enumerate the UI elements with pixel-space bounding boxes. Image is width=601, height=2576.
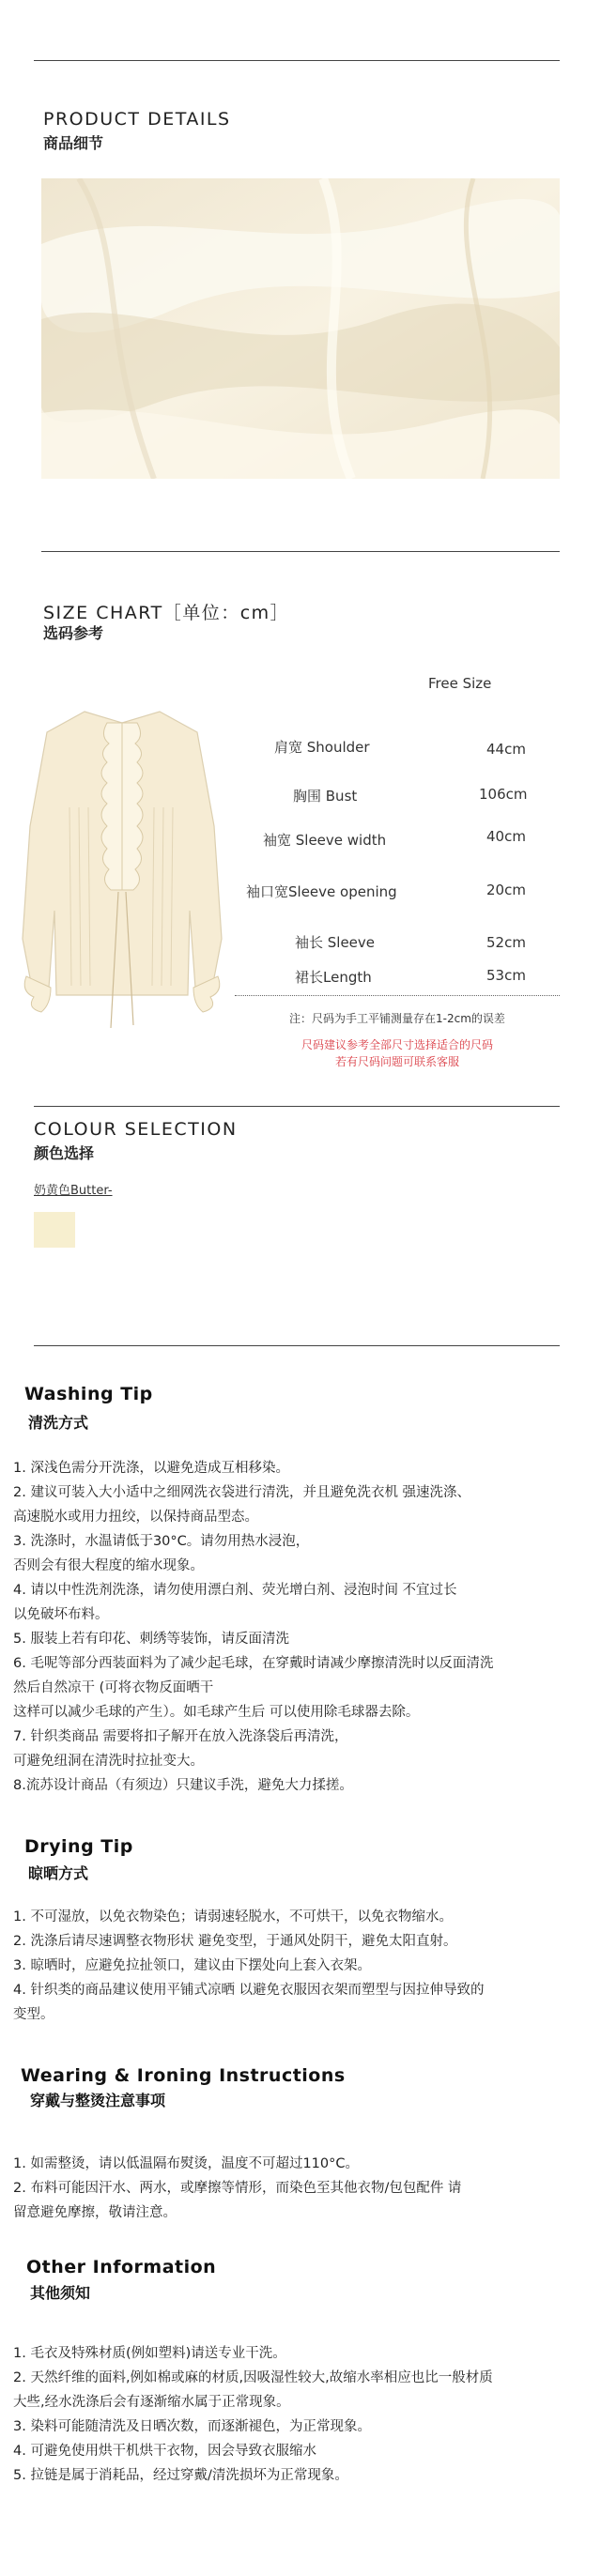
size-measure-note: 注：尺码为手工平铺测量存在1-2cm的误差 (289, 1012, 505, 1025)
size-row-label-bust: 胸围 Bust (293, 788, 358, 805)
size-row-value-sleeve-width: 40cm (486, 828, 526, 845)
size-row-value-shoulder: 44cm (486, 741, 526, 758)
size-chart-subtitle: 选码参考 (43, 624, 104, 642)
divider-colour (34, 1106, 560, 1107)
drying-line: 4. 针织类的商品建议使用平铺式凉晒 以避免衣服因衣架而塑型与因拉伸导致的 (13, 1983, 485, 1998)
washing-line: 7. 针织类商品 需要将扣子解开在放入洗涤袋后再清洗， (13, 1729, 348, 1744)
washing-line: 这样可以减少毛球的产生）。如毛球产生后 可以使用除毛球器去除。 (13, 1705, 420, 1720)
drying-line: 1. 不可湿放，以免衣物染色；请弱速轻脱水，不可烘干，以免衣物缩水。 (13, 1909, 453, 1924)
other-line: 5. 拉链是属于消耗品，经过穿戴/清洗损坏为正常现象。 (13, 2468, 348, 2483)
size-row-label-sleeve-opening: 袖口宽Sleeve opening (246, 883, 397, 900)
drying-line: 变型。 (13, 2007, 54, 2022)
washing-line: 否则会有很大程度的缩水现象。 (13, 1558, 204, 1573)
other-line: 3. 染料可能随清洗及日晒次数，而逐渐褪色，为正常现象。 (13, 2419, 371, 2434)
washing-line: 8.流苏设计商品（有须边）只建议手洗，避免大力揉搓。 (13, 1778, 353, 1793)
size-chart-title: SIZE CHART［单位：cm］ (43, 603, 290, 623)
divider-care (34, 1345, 560, 1346)
washing-line: 5. 服装上若有印花、刺绣等装饰，请反面清洗 (13, 1632, 289, 1647)
size-row-label-length: 裙长Length (295, 969, 372, 986)
column-header-free-size: Free Size (428, 675, 492, 692)
washing-line: 1. 深浅色需分开洗涤，以避免造成互相移染。 (13, 1461, 289, 1476)
drying-line: 2. 洗涤后请尽速调整衣物形状 避免变型，于通风处阴干，避免太阳直射。 (13, 1934, 457, 1949)
product-details-subtitle: 商品细节 (43, 134, 104, 152)
colour-selection-subtitle: 颜色选择 (34, 1144, 95, 1162)
washing-line: 4. 请以中性洗剂洗涤，请勿使用漂白剂、荧光增白剂、浸泡时间 不宜过长 (13, 1583, 457, 1598)
wearing-ironing-title: Wearing & Ironing Instructions (21, 2065, 346, 2086)
wearing-ironing-subtitle: 穿戴与整烫注意事项 (30, 2092, 166, 2109)
wearing-line: 留意避免摩擦，敬请注意。 (13, 2205, 177, 2220)
size-row-value-sleeve: 52cm (486, 934, 526, 951)
other-line: 2. 天然纤维的面料,例如棉或麻的材质,因吸湿性较大,故缩水率相应也比一般材质 (13, 2370, 493, 2385)
washing-tip-title: Washing Tip (24, 1384, 153, 1404)
other-line: 1. 毛衣及特殊材质(例如塑料)请送专业干洗。 (13, 2346, 286, 2361)
divider-top (34, 60, 560, 61)
drying-tip-title: Drying Tip (24, 1836, 133, 1857)
fabric-detail-photo (41, 178, 560, 479)
colour-selection-title: COLOUR SELECTION (34, 1119, 238, 1140)
washing-line: 3. 洗涤时，水温请低于30°C。请勿用热水浸泡， (13, 1534, 310, 1549)
other-line: 大些,经水洗涤后会有逐渐缩水属于正常现象。 (13, 2395, 290, 2410)
size-table-divider (235, 995, 560, 996)
washing-line: 以免破坏布料。 (13, 1607, 109, 1622)
drying-line: 3. 晾晒时，应避免拉扯领口，建议由下摆处向上套入衣架。 (13, 1958, 371, 1973)
size-advice-line-2: 若有尺码问题可联系客服 (334, 1055, 459, 1068)
size-row-label-sleeve-width: 袖宽 Sleeve width (263, 832, 387, 849)
washing-tip-subtitle: 清洗方式 (28, 1414, 89, 1432)
washing-line: 高速脱水或用力扭绞，以保持商品型态。 (13, 1510, 258, 1525)
size-row-label-shoulder: 肩宽 Shoulder (274, 739, 370, 756)
divider-size-chart (41, 551, 560, 552)
size-row-label-sleeve: 袖长 Sleeve (295, 934, 376, 951)
blouse-product-image (13, 695, 231, 1042)
washing-line: 2. 建议可装入大小适中之细网洗衣袋进行清洗，并且避免洗衣机 强速洗涤、 (13, 1485, 471, 1500)
size-row-value-length: 53cm (486, 967, 526, 984)
drying-tip-subtitle: 晾晒方式 (28, 1864, 89, 1882)
size-advice-line-1: 尺码建议参考全部尺寸选择适合的尺码 (300, 1038, 493, 1051)
size-row-value-sleeve-opening: 20cm (486, 882, 526, 898)
washing-line: 6. 毛呢等部分西装面料为了减少起毛球，在穿戴时请减少摩擦清洗时以反面清洗 (13, 1656, 494, 1671)
washing-line: 可避免纽洞在清洗时拉扯变大。 (13, 1754, 204, 1769)
colour-swatch-butter[interactable] (34, 1212, 75, 1248)
other-line: 4. 可避免使用烘干机烘干衣物，因会导致衣服缩水 (13, 2444, 316, 2459)
product-details-title: PRODUCT DETAILS (43, 109, 231, 130)
other-info-subtitle: 其他须知 (30, 2284, 91, 2302)
colour-option-label[interactable]: 奶黄色Butter- (34, 1184, 113, 1198)
washing-line: 然后自然凉干 (可将衣物反面晒干 (13, 1680, 214, 1695)
wearing-line: 1. 如需整烫，请以低温隔布熨烫，温度不可超过110°C。 (13, 2156, 359, 2171)
wearing-line: 2. 布料可能因汗水、两水，或摩擦等情形，而染色至其他衣物/包包配件 请 (13, 2181, 462, 2196)
other-info-title: Other Information (26, 2257, 217, 2277)
size-row-value-bust: 106cm (479, 786, 528, 803)
